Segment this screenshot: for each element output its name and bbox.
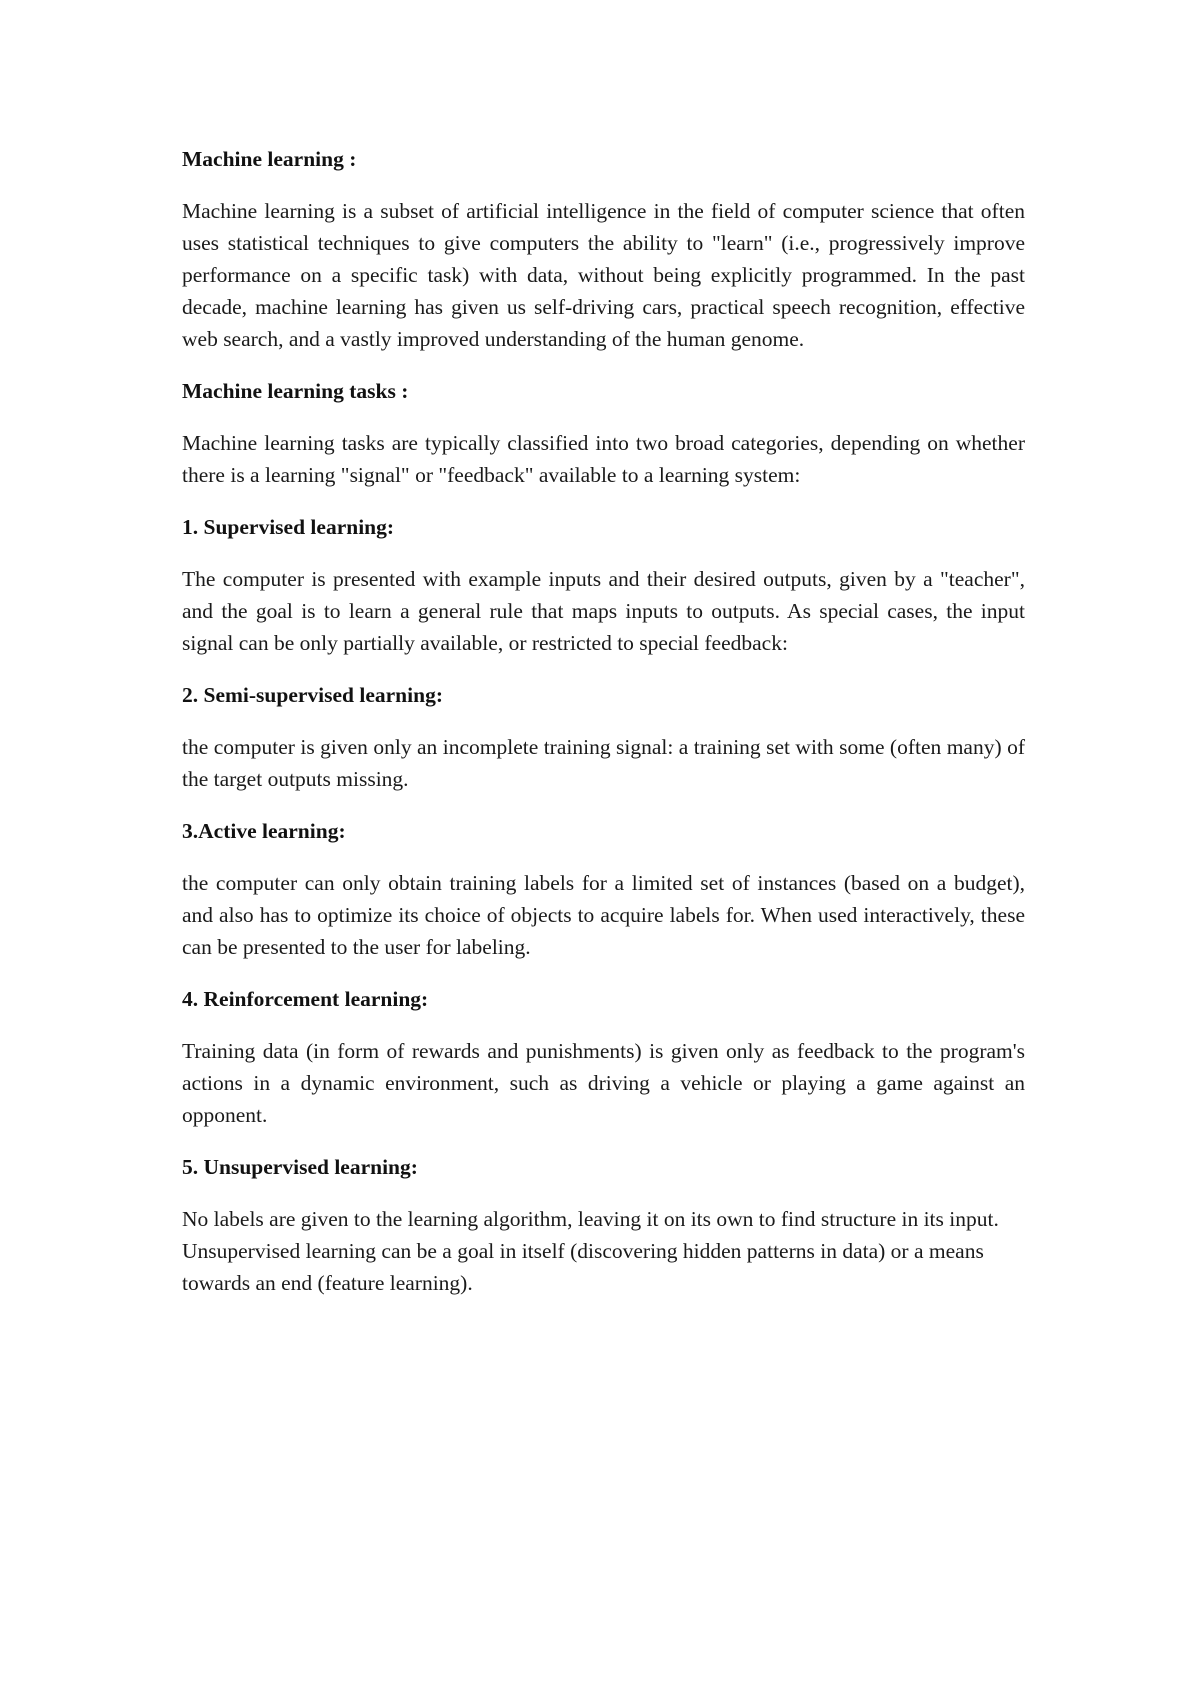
section-body-active-learning: the computer can only obtain training labels for a limited set of instances (based on a budget), and also has to optimize its choice of objects to acquire labels for. When used interactively, these can be presented to the user for labeling. — [182, 871, 1025, 959]
section-heading-supervised-learning: 1. Supervised learning: — [182, 515, 395, 539]
section-body-supervised-learning: The computer is presented with example inputs and their desired outputs, given by a "teacher", and the goal is to learn a general rule that maps inputs to outputs. As special cases, the input signal can be only partially available, or restricted to special feedback: — [182, 567, 1025, 655]
section-body-reinforcement-learning: Training data (in form of rewards and punishments) is given only as feedback to the program's actions in a dynamic environment, such as driving a vehicle or playing a game against an opponent. — [182, 1039, 1025, 1127]
section-body-machine-learning-tasks: Machine learning tasks are typically classified into two broad categories, depending on whether there is a learning "signal" or "feedback" available to a learning system: — [182, 431, 1025, 487]
section-heading-active-learning: 3.Active learning: — [182, 819, 346, 843]
section-body-unsupervised-learning: No labels are given to the learning algorithm, leaving it on its own to find structure in its input. Unsupervised learning can be a goal in itself (discovering hidden patterns in data) or a means towards an end (feature learning). — [182, 1207, 999, 1295]
section-heading-reinforcement-learning: 4. Reinforcement learning: — [182, 987, 429, 1011]
section-heading-unsupervised-learning: 5. Unsupervised learning: — [182, 1155, 418, 1179]
document-body — [182, 143, 1025, 1319]
section-heading-machine-learning: Machine learning : — [182, 147, 357, 171]
section-body-machine-learning: Machine learning is a subset of artificial intelligence in the field of computer science that often uses statistical techniques to give computers the ability to "learn" (i.e., progressively improve performance on a specific task) with data, without being explicitly programmed. In the past decade, machine learning has given us self-driving cars, practical speech recognition, effective web search, and a vastly improved understanding of the human genome. — [182, 199, 1025, 351]
section-heading-machine-learning-tasks: Machine learning tasks : — [182, 379, 409, 403]
section-body-semi-supervised-learning: the computer is given only an incomplete training signal: a training set with some (often many) of the target outputs missing. — [182, 735, 1025, 791]
section-heading-semi-supervised-learning: 2. Semi-supervised learning: — [182, 683, 443, 707]
